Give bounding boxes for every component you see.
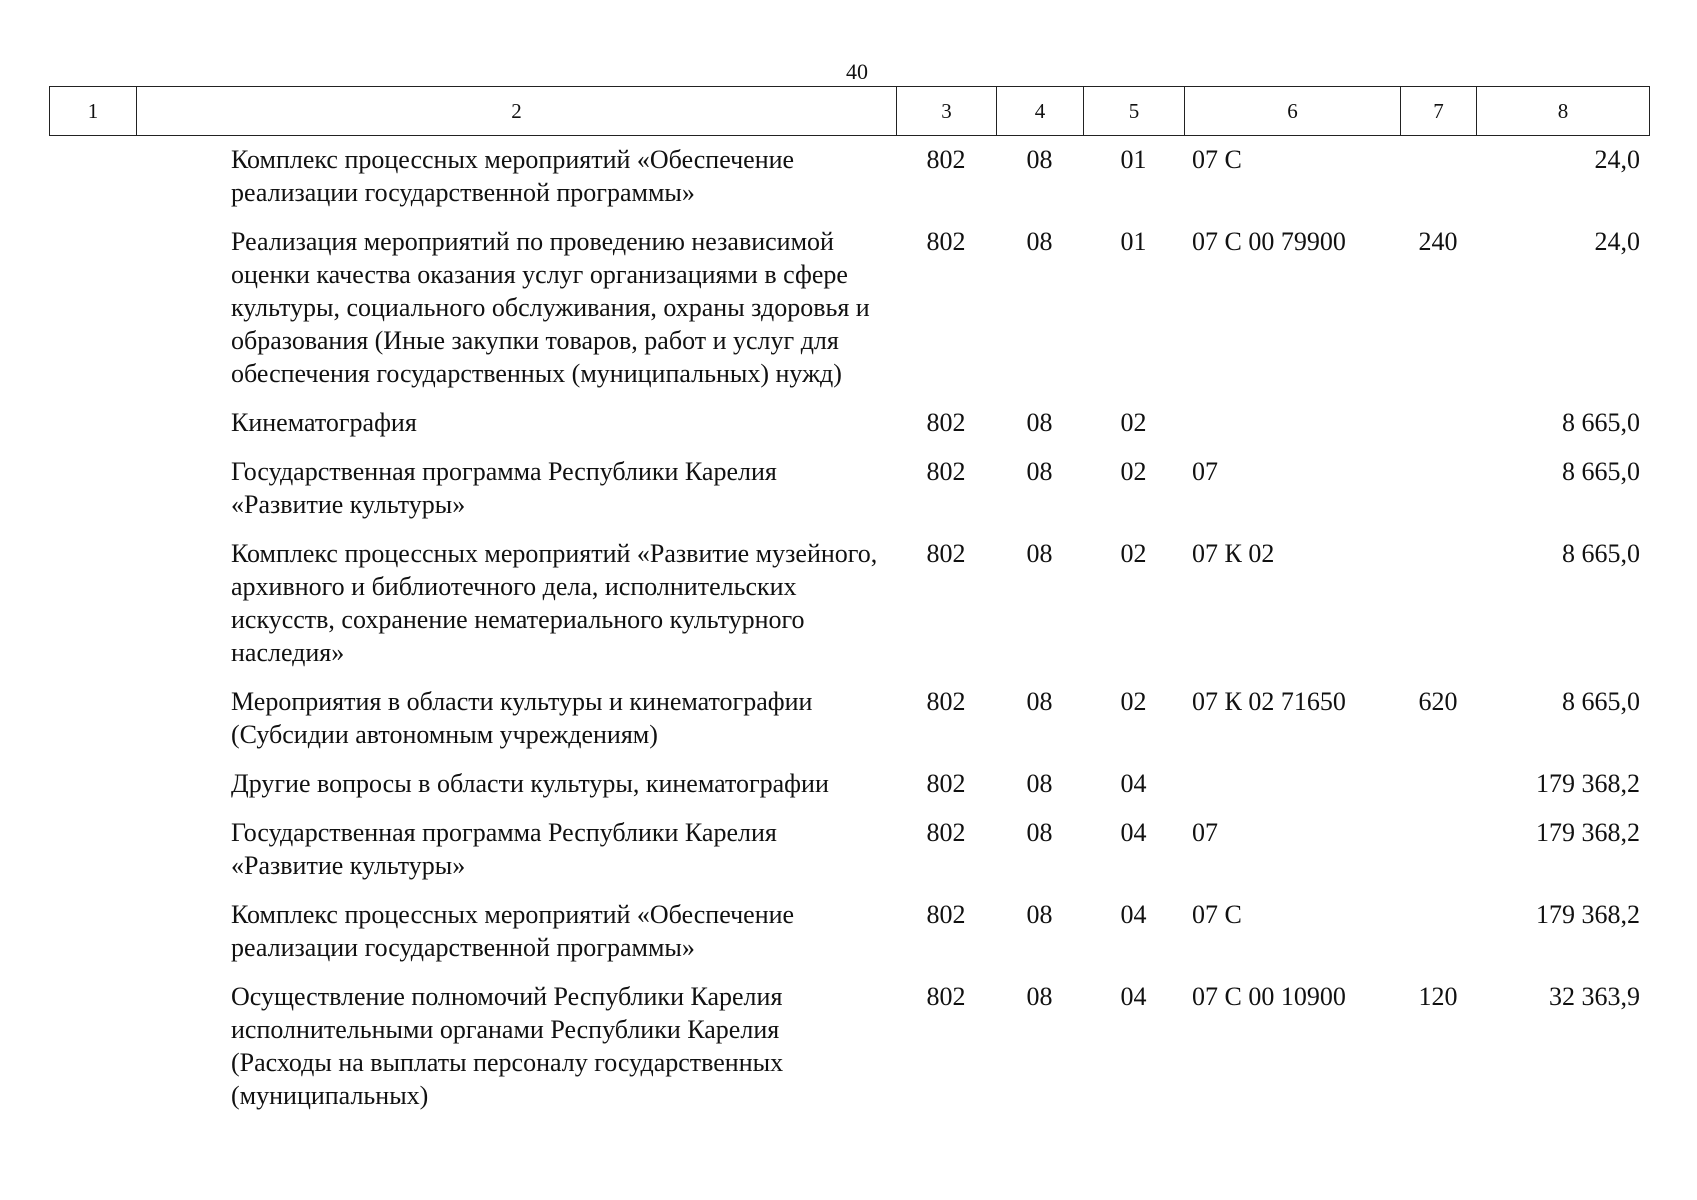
row-amount: 8 665,0 (1562, 457, 1640, 486)
row-code-section: 08 (1026, 145, 1053, 174)
row-amount: 8 665,0 (1562, 687, 1640, 716)
row-name: Мероприятия в области культуры и кинематографии (Субсидии автономным учреждениям) (231, 687, 813, 749)
row-code-target: 07 К 02 71650 (1192, 687, 1346, 716)
row-amount: 8 665,0 (1562, 408, 1640, 437)
row-code-subsection: 04 (1120, 769, 1147, 798)
table-row (49, 685, 1649, 767)
row-name: Комплекс процессных мероприятий «Обеспечение реализации государственной программы» (231, 900, 795, 962)
row-code-section: 08 (1026, 227, 1053, 256)
row-code-target: 07 (1192, 457, 1218, 486)
row-code-target: 07 С 00 10900 (1192, 982, 1346, 1011)
row-code-admin: 802 (926, 900, 966, 929)
row-amount: 24,0 (1594, 227, 1640, 256)
row-code-subsection: 04 (1120, 818, 1147, 847)
row-amount: 179 368,2 (1536, 900, 1640, 929)
column-header-7: 7 (1401, 87, 1477, 136)
table-row (49, 980, 1649, 1128)
row-index-cell (49, 406, 136, 455)
row-code-section: 08 (1026, 687, 1053, 716)
row-code-section: 08 (1026, 408, 1053, 437)
row-code-target (1184, 406, 1400, 455)
row-code-admin: 802 (926, 227, 966, 256)
column-header-row (50, 87, 1650, 136)
row-code-admin: 802 (926, 145, 966, 174)
row-code-expense-type (1400, 406, 1476, 455)
row-name: Комплекс процессных мероприятий «Обеспечение реализации государственной программы» (231, 145, 795, 207)
row-code-target: 07 К 02 (1192, 539, 1275, 568)
column-header-3: 3 (897, 87, 997, 136)
table-row (49, 816, 1649, 898)
row-code-subsection: 01 (1120, 227, 1147, 256)
row-code-expense-type (1400, 767, 1476, 816)
row-index-cell (49, 767, 136, 816)
column-header-table (49, 86, 1650, 136)
row-index-cell (49, 455, 136, 537)
row-name: Государственная программа Республики Карелия «Развитие культуры» (231, 818, 777, 880)
table-row (49, 455, 1649, 537)
row-amount: 8 665,0 (1562, 539, 1640, 568)
column-header-6: 6 (1185, 87, 1401, 136)
row-code-subsection: 04 (1120, 982, 1147, 1011)
row-index-cell (49, 685, 136, 767)
row-name: Комплекс процессных мероприятий «Развитие музейного, архивного и библиотечного дела, исполнительских искусств, сохранение нематериального культурного наследия» (231, 539, 878, 667)
row-code-section: 08 (1026, 982, 1053, 1011)
row-index-cell (49, 980, 136, 1128)
row-index-cell (49, 140, 136, 225)
row-code-expense-type: 620 (1418, 687, 1458, 716)
row-name: Осуществление полномочий Республики Карелия исполнительными органами Республики Карелия (Расходы на выплаты персоналу государственных (муниципальных) (231, 982, 784, 1110)
table-row (49, 537, 1649, 685)
row-code-subsection: 02 (1120, 408, 1147, 437)
row-code-admin: 802 (926, 982, 966, 1011)
row-code-expense-type (1400, 140, 1476, 225)
column-header-4: 4 (997, 87, 1084, 136)
row-code-expense-type (1400, 898, 1476, 980)
row-code-subsection: 02 (1120, 539, 1147, 568)
column-header-2: 2 (137, 87, 897, 136)
row-code-target: 07 С (1192, 900, 1242, 929)
row-name: Реализация мероприятий по проведению независимой оценки качества оказания услуг организациями в сфере культуры, социального обслуживания, охраны здоровья и образования (Иные закупки товаров, работ и услуг для обеспечения государственных (муниципальных) нужд) (231, 227, 870, 388)
column-header-5: 5 (1084, 87, 1185, 136)
row-code-admin: 802 (926, 539, 966, 568)
row-code-section: 08 (1026, 539, 1053, 568)
column-header-1: 1 (50, 87, 137, 136)
row-code-expense-type: 240 (1418, 227, 1458, 256)
column-header-8: 8 (1477, 87, 1650, 136)
row-index-cell (49, 898, 136, 980)
row-code-target: 07 С 00 79900 (1192, 227, 1346, 256)
row-code-section: 08 (1026, 769, 1053, 798)
row-code-subsection: 02 (1120, 457, 1147, 486)
row-code-target: 07 (1192, 818, 1218, 847)
row-code-admin: 802 (926, 687, 966, 716)
row-code-admin: 802 (926, 769, 966, 798)
row-code-target (1184, 767, 1400, 816)
budget-table (49, 140, 1649, 1128)
row-code-subsection: 02 (1120, 687, 1147, 716)
row-index-cell (49, 225, 136, 406)
row-code-admin: 802 (926, 457, 966, 486)
row-code-subsection: 04 (1120, 900, 1147, 929)
row-amount: 179 368,2 (1536, 769, 1640, 798)
page-number: 40 (846, 59, 868, 84)
row-code-expense-type: 120 (1418, 982, 1458, 1011)
row-code-expense-type (1400, 816, 1476, 898)
row-index-cell (49, 816, 136, 898)
row-amount: 24,0 (1594, 145, 1640, 174)
row-code-section: 08 (1026, 900, 1053, 929)
row-code-admin: 802 (926, 818, 966, 847)
row-amount: 32 363,9 (1549, 982, 1640, 1011)
table-row (49, 898, 1649, 980)
row-code-section: 08 (1026, 818, 1053, 847)
row-code-admin: 802 (926, 408, 966, 437)
row-name: Государственная программа Республики Карелия «Развитие культуры» (231, 457, 777, 519)
row-code-subsection: 01 (1120, 145, 1147, 174)
table-row (49, 140, 1649, 225)
row-name: Другие вопросы в области культуры, кинематографии (231, 769, 829, 798)
row-code-target: 07 С (1192, 145, 1242, 174)
table-row (49, 767, 1649, 816)
row-amount: 179 368,2 (1536, 818, 1640, 847)
table-row (49, 225, 1649, 406)
row-code-expense-type (1400, 455, 1476, 537)
row-name: Кинематография (231, 408, 417, 437)
row-code-expense-type (1400, 537, 1476, 685)
table-row (49, 406, 1649, 455)
row-code-section: 08 (1026, 457, 1053, 486)
row-index-cell (49, 537, 136, 685)
